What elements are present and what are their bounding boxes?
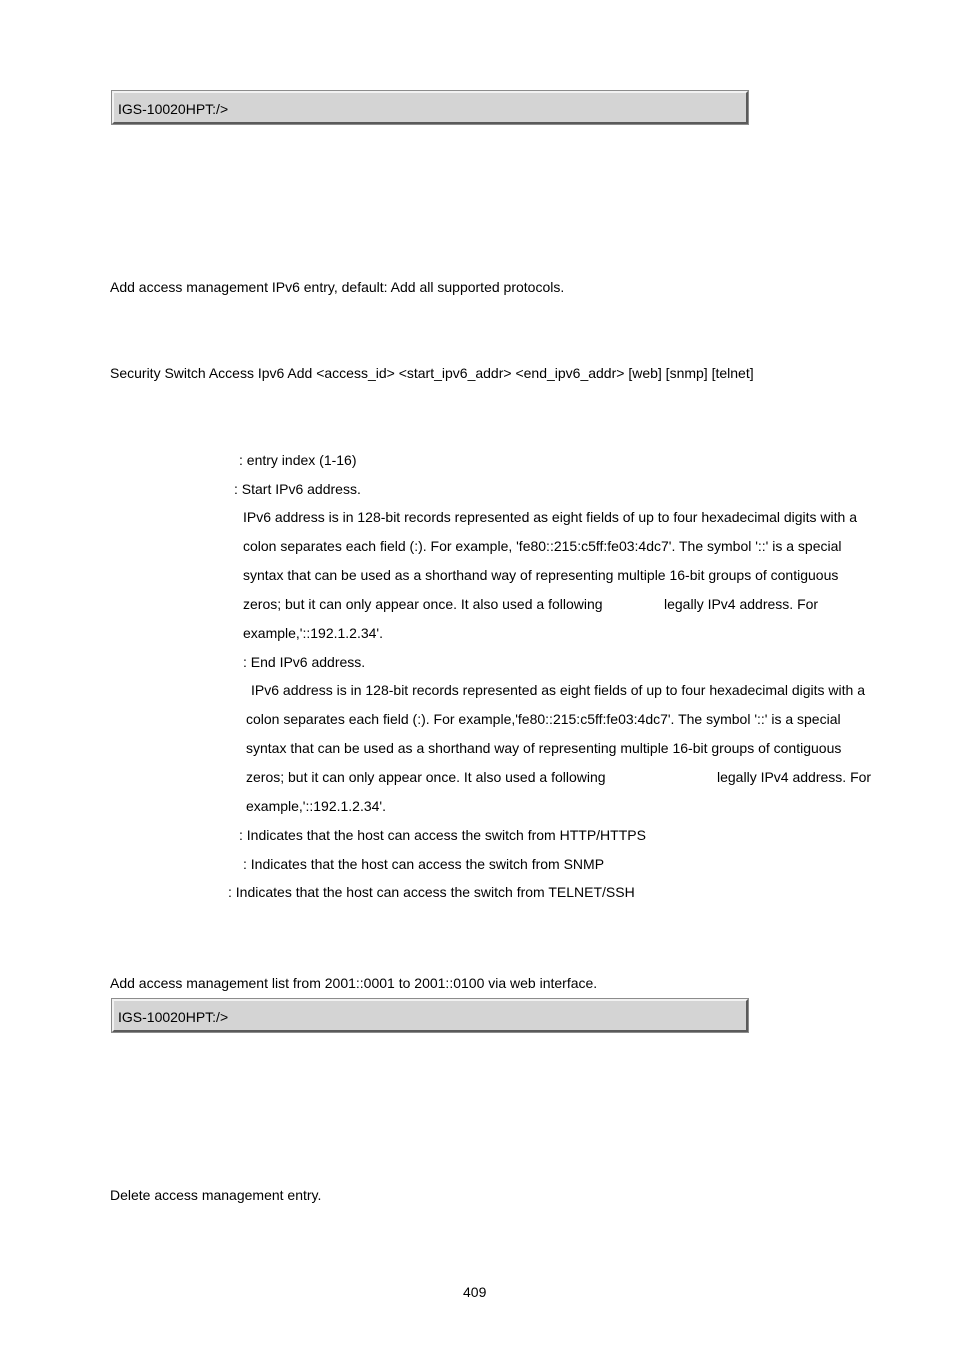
param-start-line-4a: zeros; but it can only appear once. It also used a following [243,596,603,612]
param-start-line-3: syntax that can be used as a shorthand way of representing multiple 16-bit groups of contiguous [243,567,839,583]
param-start-label: : Start IPv6 address. [234,481,361,497]
command-description: Add access management IPv6 entry, default: Add all supported protocols. [110,279,565,295]
param-end-line-3: syntax that can be used as a shorthand way of representing multiple 16-bit groups of contiguous [246,740,842,756]
param-snmp: : Indicates that the host can access the switch from SNMP [243,856,605,872]
param-end-line-2: colon separates each field (:). For example,'fe80::215:c5ff:fe03:4dc7'. The symbol '::' is a special [246,711,841,727]
param-start-line-2: colon separates each field (:). For example, 'fe80::215:c5ff:fe03:4dc7'. The symbol '::' is a special [243,538,842,554]
command-syntax: Security Switch Access Ipv6 Add <access_id> <start_ipv6_addr> <end_ipv6_addr> [web] [snmp] [telnet] [110,365,754,381]
param-access-id: : entry index (1-16) [239,452,357,468]
param-start-line-5: example,'::192.1.2.34'. [243,625,383,641]
command-prompt-box-2 [112,999,748,1032]
command-prompt-text: IGS-10020HPT:/> [118,1009,229,1025]
param-end-line-1: IPv6 address is in 128-bit records represented as eight fields of up to four hexadecimal digits with a [251,682,865,698]
command-prompt-text: IGS-10020HPT:/> [118,101,229,117]
param-web: : Indicates that the host can access the switch from HTTP/HTTPS [239,827,646,843]
param-start-line-1: IPv6 address is in 128-bit records represented as eight fields of up to four hexadecimal digits with a [243,509,857,525]
param-end-line-5: example,'::192.1.2.34'. [246,798,386,814]
param-end-label: : End IPv6 address. [243,654,366,670]
page-number: 409 [463,1284,487,1300]
param-end-line-4b: legally IPv4 address. For [717,769,872,785]
delete-description: Delete access management entry. [110,1187,322,1203]
param-telnet: : Indicates that the host can access the switch from TELNET/SSH [228,884,635,900]
example-description: Add access management list from 2001::0001 to 2001::0100 via web interface. [110,975,598,991]
param-start-line-4b: legally IPv4 address. For [664,596,819,612]
command-prompt-box-1 [112,91,748,124]
param-end-line-4a: zeros; but it can only appear once. It also used a following [246,769,606,785]
